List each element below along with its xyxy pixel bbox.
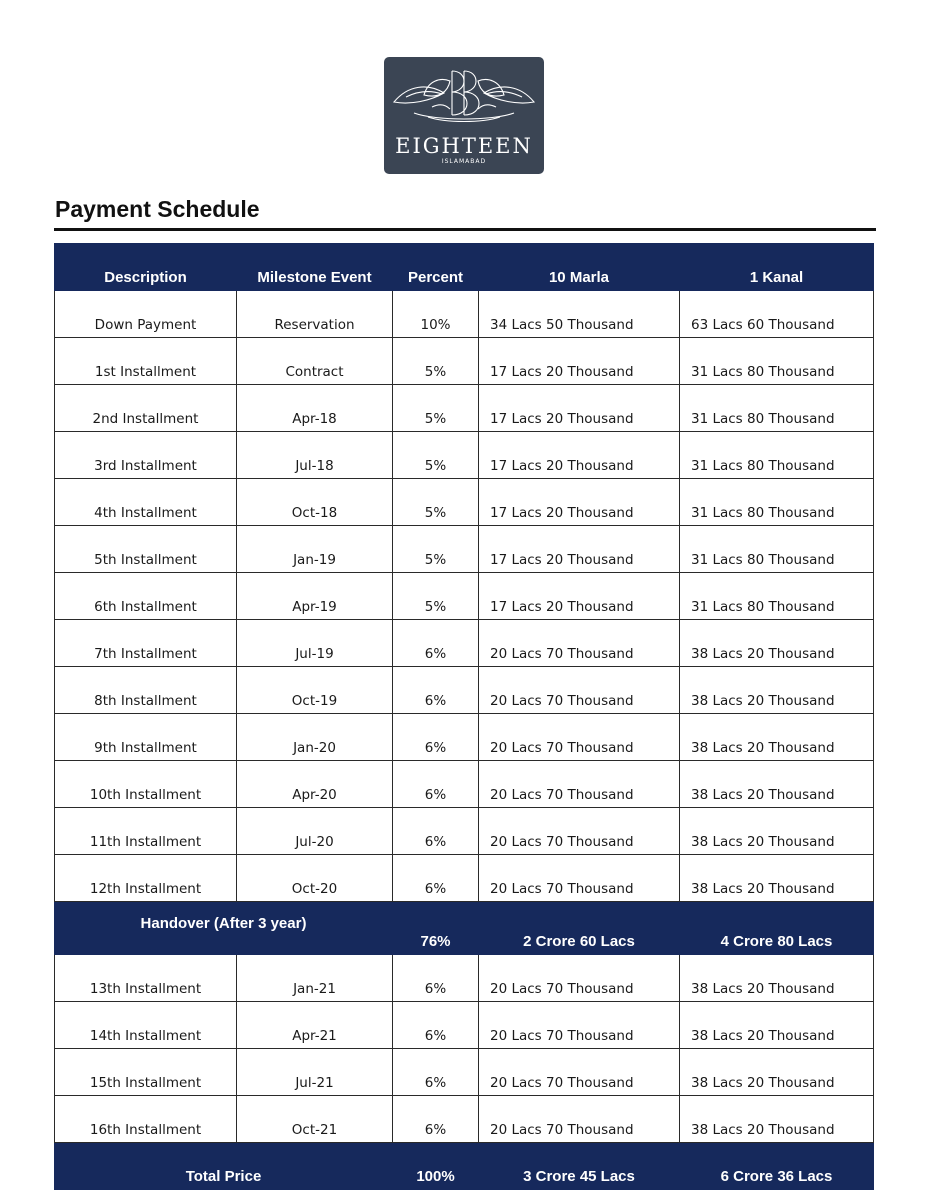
cell-1-kanal: 38 Lacs 20 Thousand: [680, 955, 874, 1002]
table-row: [55, 761, 874, 808]
cell-percent: 6%: [393, 1002, 479, 1049]
cell-percent: 6%: [393, 620, 479, 667]
cell-10-marla: 20 Lacs 70 Thousand: [479, 955, 680, 1002]
cell-percent: 5%: [393, 338, 479, 385]
cell-percent: 6%: [393, 714, 479, 761]
cell-description: 4th Installment: [55, 479, 237, 526]
cell-percent: 5%: [393, 573, 479, 620]
cell-10-marla: 17 Lacs 20 Thousand: [479, 385, 680, 432]
page-title: Payment Schedule: [55, 196, 260, 222]
cell-1-kanal: 31 Lacs 80 Thousand: [680, 526, 874, 573]
cell-milestone: Apr-19: [237, 573, 393, 620]
table-row: [55, 855, 874, 902]
cell-1-kanal: 38 Lacs 20 Thousand: [680, 1096, 874, 1143]
cell-percent: 5%: [393, 526, 479, 573]
cell-description: 16th Installment: [55, 1096, 237, 1143]
cell-10-marla: 17 Lacs 20 Thousand: [479, 479, 680, 526]
table-row: [55, 432, 874, 479]
table-row: [55, 1002, 874, 1049]
table-row: [55, 385, 874, 432]
cell-milestone: Jul-19: [237, 620, 393, 667]
handover-label: Handover (After 3 year): [55, 902, 393, 955]
cell-1-kanal: 38 Lacs 20 Thousand: [680, 714, 874, 761]
cell-milestone: Reservation: [237, 291, 393, 338]
cell-description: 10th Installment: [55, 761, 237, 808]
cell-milestone: Jul-20: [237, 808, 393, 855]
table-row: [55, 1049, 874, 1096]
cell-description: 6th Installment: [55, 573, 237, 620]
table-row: [55, 667, 874, 714]
cell-10-marla: 20 Lacs 70 Thousand: [479, 1002, 680, 1049]
cell-milestone: Jul-21: [237, 1049, 393, 1096]
cell-1-kanal: 38 Lacs 20 Thousand: [680, 855, 874, 902]
cell-milestone: Apr-21: [237, 1002, 393, 1049]
cell-1-kanal: 38 Lacs 20 Thousand: [680, 1049, 874, 1096]
cell-description: 11th Installment: [55, 808, 237, 855]
cell-milestone: Apr-20: [237, 761, 393, 808]
cell-description: 9th Installment: [55, 714, 237, 761]
header-description: Description: [55, 244, 237, 291]
cell-milestone: Contract: [237, 338, 393, 385]
cell-1-kanal: 63 Lacs 60 Thousand: [680, 291, 874, 338]
cell-description: Down Payment: [55, 291, 237, 338]
total-10-marla: 3 Crore 45 Lacs: [479, 1143, 680, 1190]
cell-milestone: Apr-18: [237, 385, 393, 432]
cell-1-kanal: 31 Lacs 80 Thousand: [680, 479, 874, 526]
cell-percent: 5%: [393, 385, 479, 432]
cell-milestone: Jan-20: [237, 714, 393, 761]
cell-10-marla: 17 Lacs 20 Thousand: [479, 526, 680, 573]
cell-10-marla: 17 Lacs 20 Thousand: [479, 338, 680, 385]
lotus-emblem-icon: [384, 57, 544, 137]
cell-description: 1st Installment: [55, 338, 237, 385]
cell-milestone: Jan-19: [237, 526, 393, 573]
table-row: [55, 714, 874, 761]
cell-description: 5th Installment: [55, 526, 237, 573]
cell-milestone: Oct-20: [237, 855, 393, 902]
header-percent: Percent: [393, 244, 479, 291]
table-row: [55, 291, 874, 338]
cell-description: 7th Installment: [55, 620, 237, 667]
cell-10-marla: 17 Lacs 20 Thousand: [479, 432, 680, 479]
cell-percent: 10%: [393, 291, 479, 338]
cell-percent: 6%: [393, 1096, 479, 1143]
header-10-marla: 10 Marla: [479, 244, 680, 291]
table-row: [55, 338, 874, 385]
logo-subtitle: ISLAMABAD: [441, 158, 487, 165]
payment-schedule-table: [54, 243, 874, 1190]
cell-description: 13th Installment: [55, 955, 237, 1002]
cell-percent: 6%: [393, 808, 479, 855]
table-row: [55, 808, 874, 855]
cell-milestone: Oct-18: [237, 479, 393, 526]
total-1-kanal: 6 Crore 36 Lacs: [680, 1143, 874, 1190]
cell-10-marla: 20 Lacs 70 Thousand: [479, 667, 680, 714]
cell-percent: 6%: [393, 761, 479, 808]
table-row: [55, 526, 874, 573]
cell-10-marla: 20 Lacs 70 Thousand: [479, 714, 680, 761]
table-header-row: [55, 244, 874, 291]
cell-1-kanal: 38 Lacs 20 Thousand: [680, 1002, 874, 1049]
cell-percent: 6%: [393, 955, 479, 1002]
total-percent: 100%: [393, 1143, 479, 1190]
cell-percent: 5%: [393, 479, 479, 526]
cell-description: 15th Installment: [55, 1049, 237, 1096]
cell-description: 12th Installment: [55, 855, 237, 902]
table-row: [55, 479, 874, 526]
cell-10-marla: 17 Lacs 20 Thousand: [479, 573, 680, 620]
header-1-kanal: 1 Kanal: [680, 244, 874, 291]
table-row: [55, 573, 874, 620]
cell-10-marla: 20 Lacs 70 Thousand: [479, 1096, 680, 1143]
cell-10-marla: 20 Lacs 70 Thousand: [479, 1049, 680, 1096]
cell-10-marla: 20 Lacs 70 Thousand: [479, 808, 680, 855]
cell-1-kanal: 38 Lacs 20 Thousand: [680, 761, 874, 808]
cell-1-kanal: 31 Lacs 80 Thousand: [680, 432, 874, 479]
cell-1-kanal: 31 Lacs 80 Thousand: [680, 385, 874, 432]
cell-percent: 6%: [393, 855, 479, 902]
cell-10-marla: 20 Lacs 70 Thousand: [479, 855, 680, 902]
cell-percent: 6%: [393, 1049, 479, 1096]
logo-wordmark: EIGHTEEN: [395, 134, 533, 158]
cell-10-marla: 20 Lacs 70 Thousand: [479, 761, 680, 808]
cell-description: 2nd Installment: [55, 385, 237, 432]
cell-milestone: Jan-21: [237, 955, 393, 1002]
cell-milestone: Oct-19: [237, 667, 393, 714]
table-row: [55, 955, 874, 1002]
total-row: [55, 1143, 874, 1190]
header-milestone: Milestone Event: [237, 244, 393, 291]
cell-milestone: Jul-18: [237, 432, 393, 479]
cell-10-marla: 20 Lacs 70 Thousand: [479, 620, 680, 667]
cell-1-kanal: 31 Lacs 80 Thousand: [680, 573, 874, 620]
cell-percent: 6%: [393, 667, 479, 714]
brand-logo: [384, 57, 544, 174]
cell-percent: 5%: [393, 432, 479, 479]
handover-1-kanal: 4 Crore 80 Lacs: [680, 902, 874, 955]
total-label: Total Price: [55, 1143, 393, 1190]
cell-description: 3rd Installment: [55, 432, 237, 479]
table-row: [55, 620, 874, 667]
cell-10-marla: 34 Lacs 50 Thousand: [479, 291, 680, 338]
cell-1-kanal: 38 Lacs 20 Thousand: [680, 808, 874, 855]
cell-1-kanal: 31 Lacs 80 Thousand: [680, 338, 874, 385]
table-row: [55, 1096, 874, 1143]
cell-description: 8th Installment: [55, 667, 237, 714]
title-underline: [54, 228, 876, 231]
cell-1-kanal: 38 Lacs 20 Thousand: [680, 620, 874, 667]
cell-milestone: Oct-21: [237, 1096, 393, 1143]
handover-percent: 76%: [393, 902, 479, 955]
cell-description: 14th Installment: [55, 1002, 237, 1049]
handover-row: [55, 902, 874, 955]
cell-1-kanal: 38 Lacs 20 Thousand: [680, 667, 874, 714]
handover-10-marla: 2 Crore 60 Lacs: [479, 902, 680, 955]
